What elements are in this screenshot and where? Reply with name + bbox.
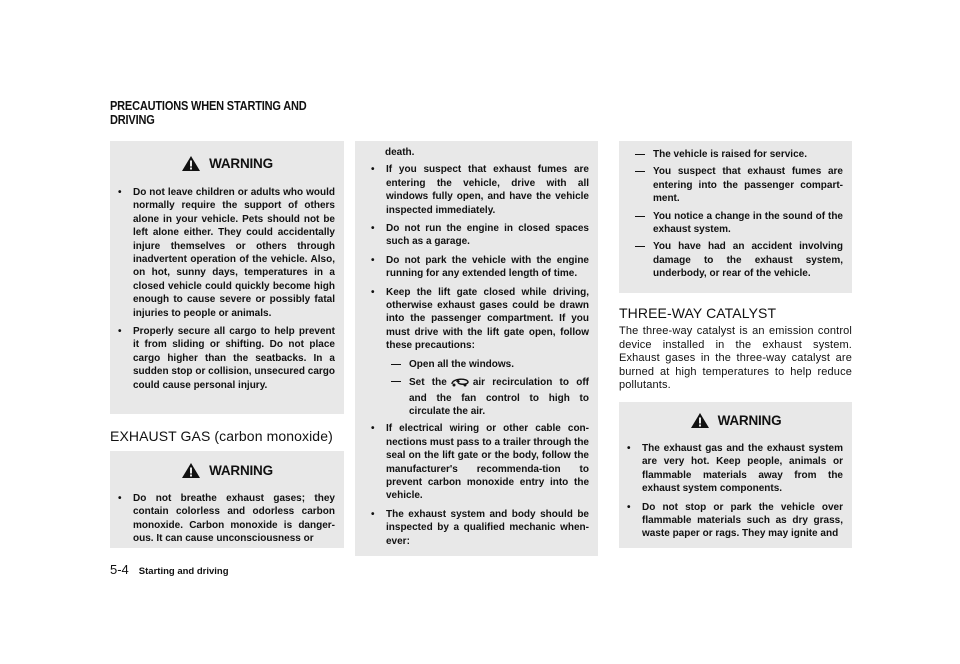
list-item: • The exhaust gas and the exhaust system are very hot. Keep people, animals or flammable materials away from the exhaust system components. (625, 442, 843, 496)
warning-heading (619, 412, 852, 429)
list-item: • Keep the lift gate closed while driving, otherwise exhaust gases could be drawn into the passenger compartment. If you must drive with the lift gate open, follow these precautions: (369, 286, 589, 353)
warning-list (116, 186, 335, 392)
precaution-sublist (387, 358, 589, 419)
page-heading-line1: PRECAUTIONS WHEN STARTING AND (110, 99, 307, 113)
dash-item-text: The vehicle is raised for service. (653, 149, 807, 160)
section-title-three-way-catalyst: THREE-WAY CATALYST (619, 305, 777, 321)
page-heading-line2: DRIVING (110, 113, 155, 127)
list-item: • The exhaust system and body should be inspected by a qualified mechanic when-ever: (369, 508, 589, 548)
list-item: • Do not breathe exhaust gases; they contain colorless and odorless carbon monoxide. Carbon monoxide is danger-ous. It can cause unconsciousness or (116, 492, 335, 546)
sub-item-text: Set the (409, 377, 447, 389)
list-item: • Do not leave children or adults who would normally require the support of others alone in your vehicle. Pets should not be left alone either. They could accidentally injure themselves or others through inadvertent operation of the vehicle. Also, on hot, sunny days, temperatures in a closed vehicle could quickly become high enough to cause severe or possibly fatal injuries to people or animals. (116, 186, 335, 320)
dash-item: — You notice a change in the sound of the exhaust system. (635, 210, 843, 236)
warning-box-inspection-conditions (619, 141, 852, 293)
dash-item: — You suspect that exhaust fumes are entering into the passenger compart-ment. (635, 166, 843, 205)
warning-heading (110, 462, 344, 479)
warning-list-a (369, 163, 589, 352)
list-item: • If electrical wiring or other cable con-nections must pass to a trailer through the seal on the lift gate or the body, follow the manufacturer's recommenda-tion to prevent carbon monoxide entry into the vehicle. (369, 422, 589, 502)
list-item: • Do not park the vehicle with the engine running for any extended length of time. (369, 254, 589, 281)
sub-item-recirculation: — Set the air recirculation to off and the fan control to high to circulate the air. (391, 376, 589, 417)
warning-label: WARNING (717, 413, 782, 428)
sub-item-open-windows: — Open all the windows. (391, 358, 515, 370)
warning-list (116, 492, 335, 546)
page-number: 5-4 (110, 562, 129, 577)
dash-item-text: You have had an accident involving damage to the exhaust system, underbody, or rear of the vehicle. (653, 241, 843, 280)
dash-item: — You have had an accident involving damage to the exhaust system, underbody, or rear of the vehicle. (635, 241, 843, 280)
list-item: • Do not stop or park the vehicle over flammable materials such as dry grass, waste paper or rags. They may ignite and (625, 501, 843, 541)
list-item: • If you suspect that exhaust fumes are entering the vehicle, drive with all windows fully open, and have the vehicle inspected immediately. (369, 163, 589, 217)
list-item: • Properly secure all cargo to help prevent it from sliding or shifting. Do not place cargo higher than the seatbacks. In a sudden stop or collision, unsecured cargo could cause personal injury. (116, 325, 335, 392)
sub-item-text: Open all the windows. (409, 358, 515, 370)
warning-box-exhaust-gas (110, 451, 344, 548)
warning-box-continued (355, 141, 598, 556)
page-footer (110, 562, 229, 577)
list-item: • Do not run the engine in closed spaces such as a garage. (369, 222, 589, 249)
warning-triangle-icon (181, 155, 201, 172)
catalyst-description: The three-way catalyst is an emission control device installed in the exhaust system. Exhaust gases in the three-way catalyst are burned at high temperatures to help reduce pollutants. (619, 325, 852, 392)
warning-heading (110, 155, 344, 172)
footer-section-label: Starting and driving (138, 566, 229, 577)
inspection-dash-list (631, 148, 843, 281)
continued-text: death. (385, 147, 415, 158)
warning-label: WARNING (209, 156, 273, 171)
section-title-exhaust-gas: EXHAUST GAS (carbon monoxide) (110, 428, 333, 444)
warning-triangle-icon (181, 462, 201, 479)
warning-triangle-icon (690, 412, 710, 429)
warning-list-b (369, 422, 589, 548)
sub-item-text: air recirculation to off and the fan control to high to circulate the air. (409, 377, 589, 417)
page-heading (110, 99, 356, 127)
warning-label: WARNING (209, 463, 273, 478)
warning-list (625, 442, 843, 541)
air-recirculation-icon (449, 375, 471, 391)
dash-item: — The vehicle is raised for service. (635, 149, 807, 160)
warning-box-catalyst (619, 402, 852, 548)
warning-box-children-cargo (110, 141, 344, 414)
dash-item-text: You notice a change in the sound of the exhaust system. (653, 210, 843, 236)
dash-item-text: You suspect that exhaust fumes are entering into the passenger compart-ment. (653, 166, 843, 205)
